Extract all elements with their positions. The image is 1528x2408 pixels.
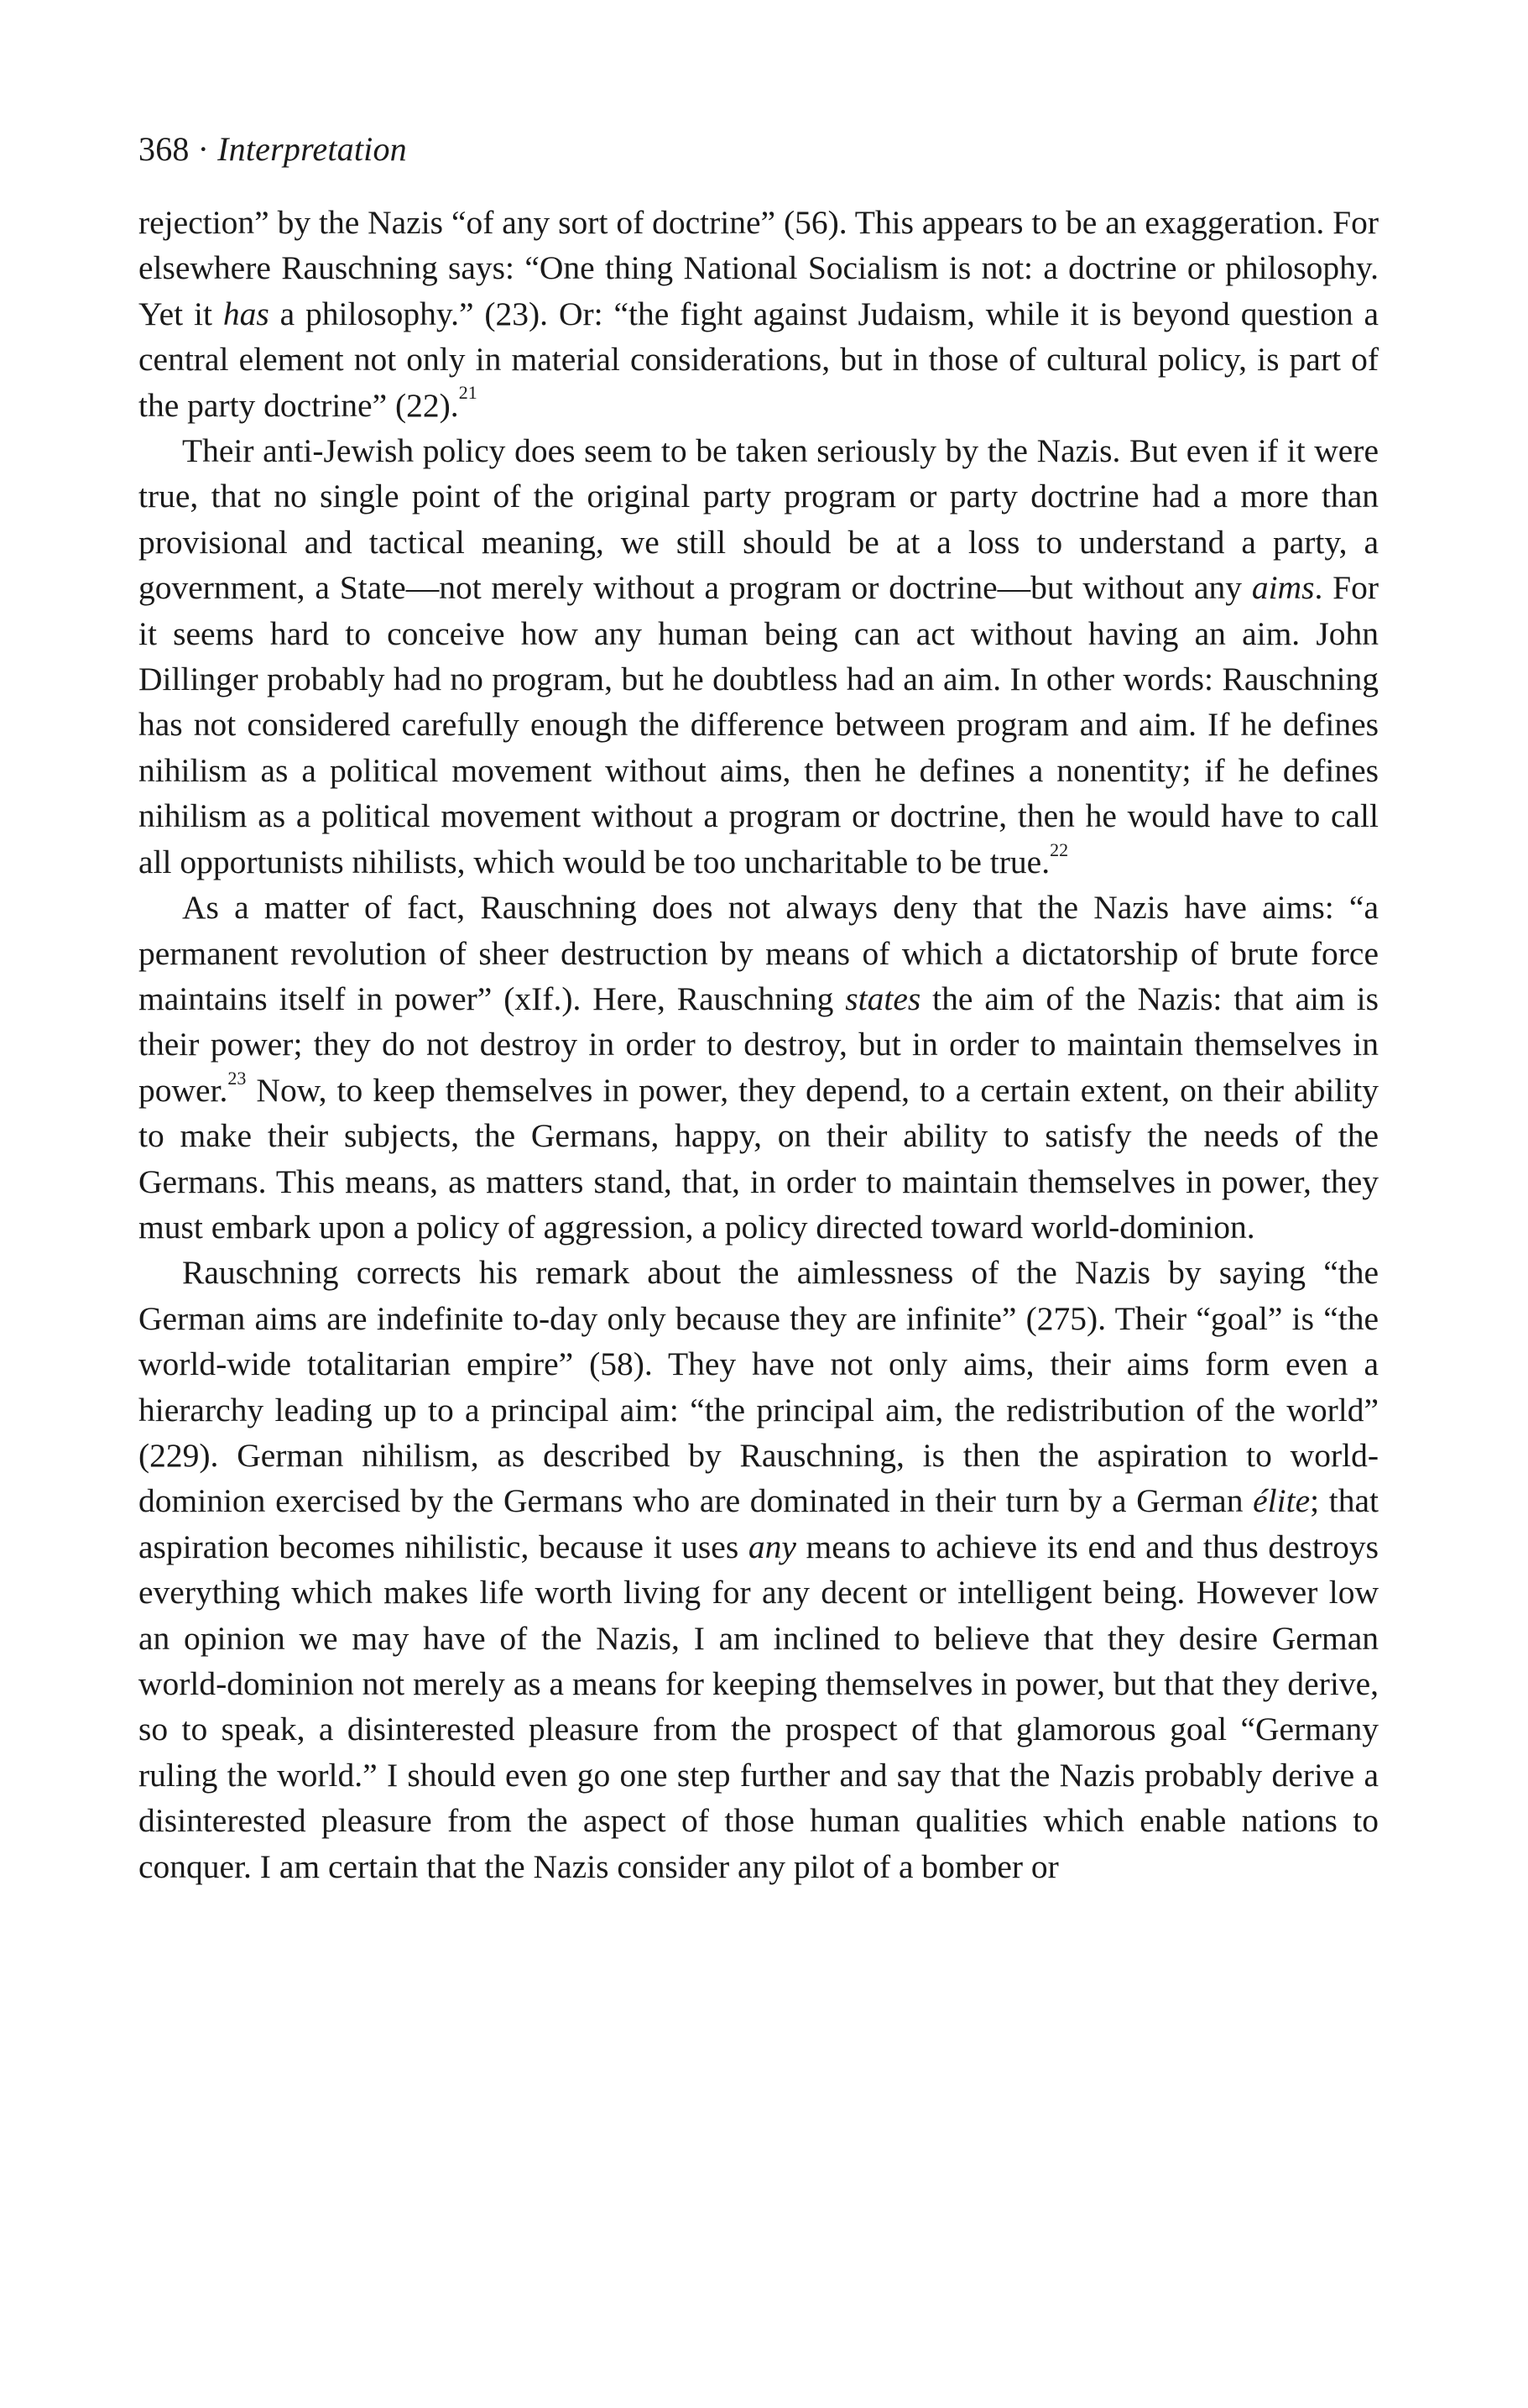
body-text	[138, 200, 1379, 1889]
book-page	[138, 126, 1379, 1889]
text-run: the aim of the Nazis: that aim is their power; they do not destroy in order to destroy, but in order to maintain themselves in power.	[138, 979, 1379, 1109]
text-run: As a matter of fact, Rauschning does not always deny that the Nazis have aims: “a permanent revolution of sheer destruction by means of which a dictatorship of brute force maintains itself in power” (xIf.). Here, Rauschning	[138, 889, 1379, 1017]
emphasis: any	[748, 1528, 796, 1565]
emphasis: has	[222, 295, 269, 332]
emphasis: states	[845, 979, 921, 1017]
text-run: ; that aspiration becomes nihilistic, because it uses	[138, 1482, 1379, 1565]
header-separator: ·	[197, 130, 210, 168]
text-run: Rauschning corrects his remark about the aimlessness of the Nazis by saying “the German aims are indefinite to-day only because they are infinite” (275). Their “goal” is “the world-wide totalitarian empire” (58). They have not only aims, their aims form even a hierarchy leading up to a principal aim: “the principal aim, the redistribution of the world” (229). German nihilism, as described by Rauschning, is then the aspiration to world-dominion exercised by the Germans who are dominated in their turn by a German	[138, 1254, 1379, 1520]
paragraph	[138, 428, 1379, 885]
text-run: . For it seems hard to conceive how any human being can act without having an aim. John Dillinger probably had no program, but he doubtless had an aim. In other words: Rauschning has not considered carefully enough the difference between program and aim. If he defines nihilism as a political movement without aims, then he defines a nonentity; if he defines nihilism as a political movement without a program or doctrine, then he would have to call all opportunists nihilists, which would be too uncharitable to be true.	[138, 569, 1379, 880]
footnote-ref: 22	[1050, 838, 1069, 860]
text-run: a philosophy.” (23). Or: “the fight against Judaism, while it is beyond question a central element not only in material considerations, but in those of cultural policy, is part of the party doctrine” (22).	[138, 295, 1379, 424]
paragraph	[138, 200, 1379, 428]
paragraph	[138, 1250, 1379, 1889]
text-run: Their anti-Jewish policy does seem to be taken seriously by the Nazis. But even if it were true, that no single point of the original party program or party doctrine had a more than provisional and tactical meaning, we still should be at a loss to understand a party, a government, a State—not merely without a program or doctrine—but without any	[138, 432, 1379, 607]
text-run: rejection” by the Nazis “of any sort of doctrine” (56). This appears to be an exaggeration. For elsewhere Rauschning says: “One thing National Socialism is not: a doctrine or philosophy. Yet it	[138, 204, 1379, 332]
text-run: means to achieve its end and thus destroys everything which makes life worth living for any decent or intelligent being. However low an opinion we may have of the Nazis, I am inclined to believe that they desire German world-dominion not merely as a means for keeping themselves in power, but that they derive, so to speak, a disinterested pleasure from the prospect of that glamorous goal “Germany ruling the world.” I should even go one step further and say that the Nazis probably derive a disinterested pleasure from the aspect of those human qualities which enable nations to conquer. I am certain that the Nazis consider any pilot of a bomber or	[138, 1528, 1379, 1885]
footnote-ref: 23	[227, 1067, 247, 1089]
text-run: Now, to keep themselves in power, they depend, to a certain extent, on their ability to make their subjects, the Germans, happy, on their ability to satisfy the needs of the Germans. This means, as matters stand, that, in order to maintain themselves in power, they must embark upon a policy of aggression, a policy directed toward world-dominion.	[138, 1071, 1379, 1246]
footnote-ref: 21	[458, 382, 477, 404]
running-head	[138, 126, 1379, 173]
emphasis: aims	[1251, 569, 1315, 607]
section-title: Interpretation	[217, 130, 407, 168]
emphasis: élite	[1253, 1482, 1311, 1520]
paragraph	[138, 885, 1379, 1250]
page-number: 368	[138, 130, 190, 168]
